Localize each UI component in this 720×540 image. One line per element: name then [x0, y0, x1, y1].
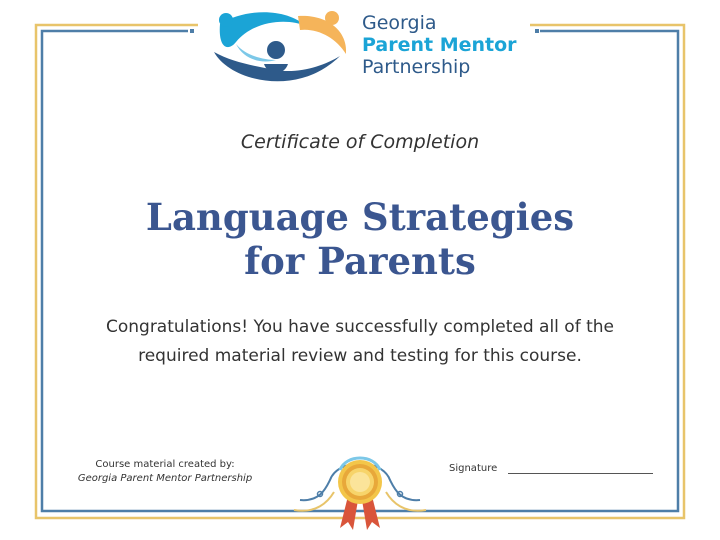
congratulations-message	[60, 313, 660, 371]
course-title	[0, 195, 720, 283]
logo-line-partnership: Partnership	[362, 56, 471, 78]
signature-label: Signature	[449, 463, 498, 474]
course-title-line-1: Language Strategies	[145, 195, 575, 239]
organization-logo-text	[362, 12, 517, 78]
certificate-heading: Certificate of Completion	[240, 131, 480, 153]
logo-line-georgia: Georgia	[362, 12, 437, 34]
course-creator-credit	[70, 458, 260, 486]
signature-line	[508, 473, 653, 474]
people-circle-logo-icon	[206, 4, 356, 90]
created-by-label: Course material created by:	[95, 459, 235, 470]
course-title-line-2: for Parents	[244, 239, 476, 283]
congratulations-line-2: required material review and testing for this course.	[138, 346, 582, 366]
congratulations-line-1: Congratulations! You have successfully completed all of the	[105, 317, 614, 337]
created-by-organization: Georgia Parent Mentor Partnership	[77, 473, 253, 484]
logo-line-parent-mentor: Parent Mentor	[362, 34, 517, 56]
signature-field	[449, 463, 659, 474]
award-rosette-icon	[290, 440, 430, 532]
